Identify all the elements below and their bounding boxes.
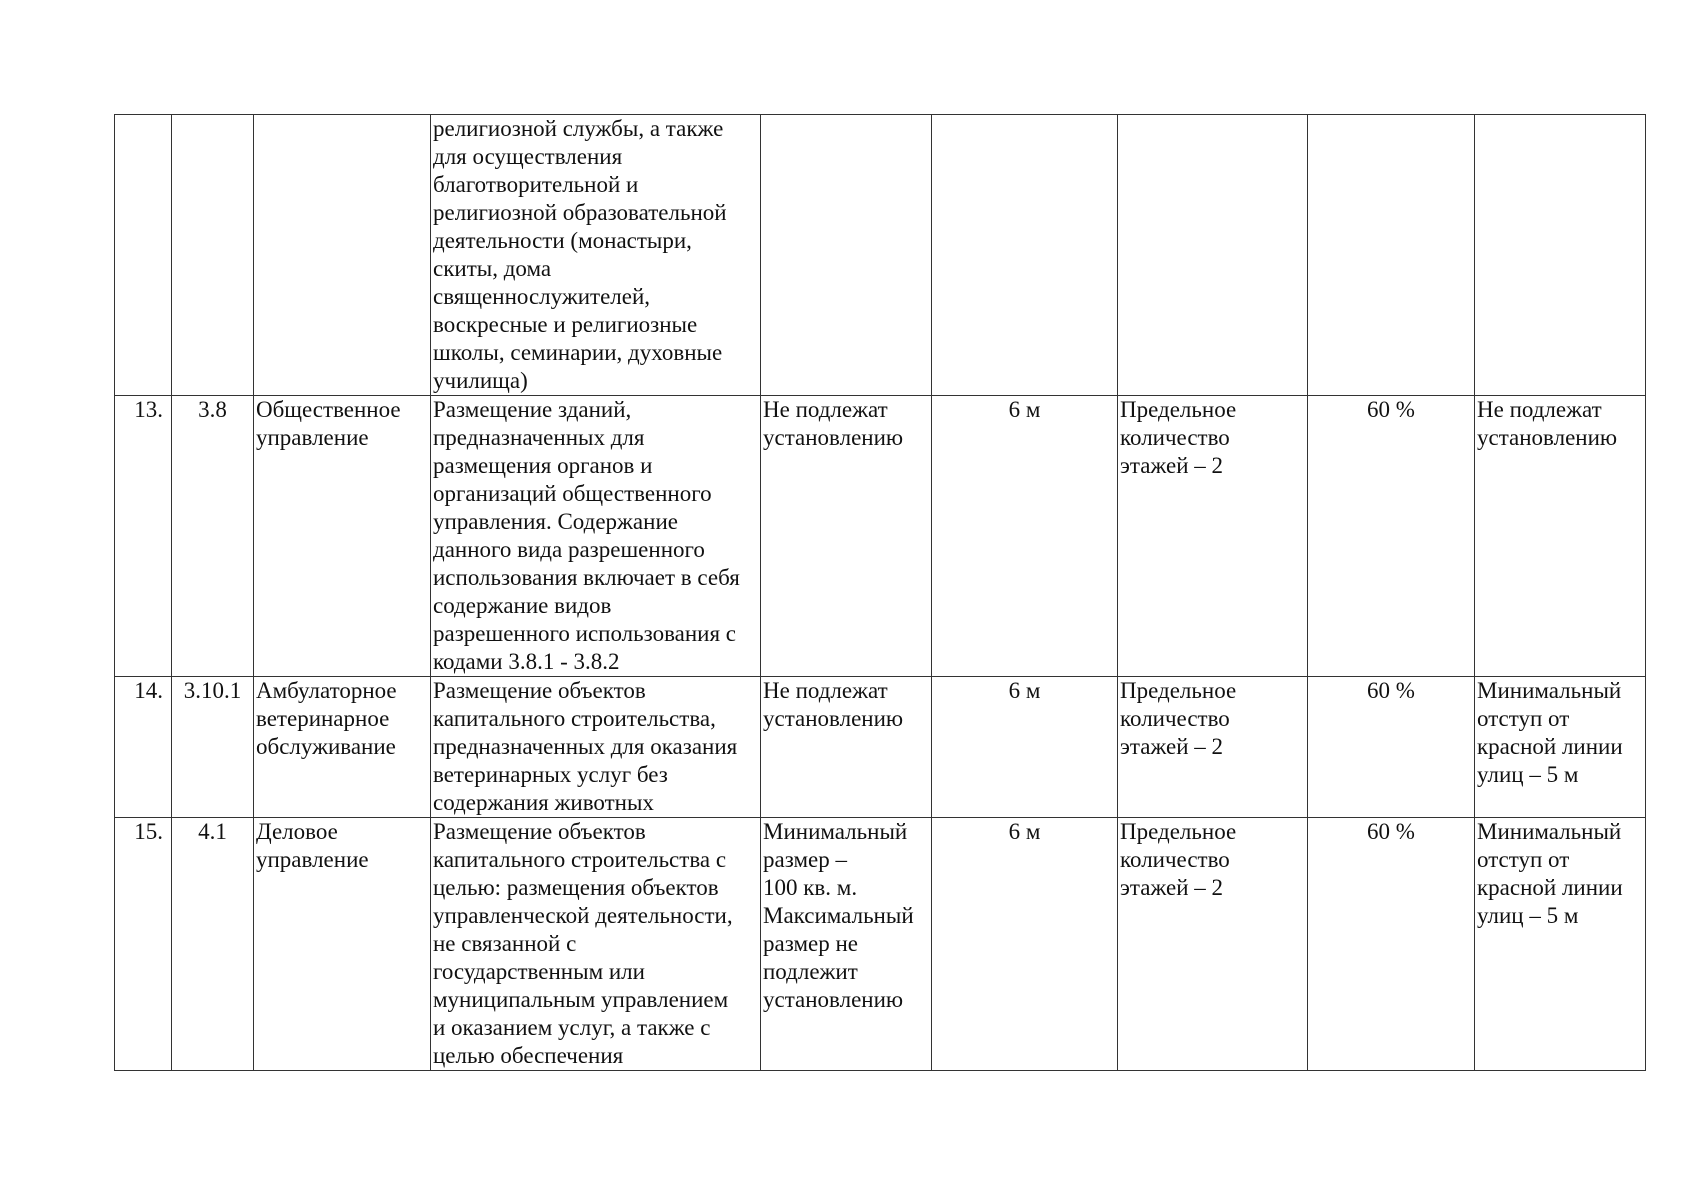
- use-description: Размещение объектов капитального строительства с целью: размещения объектов управленческой деятельности, не связанной с государственным или муниципальным управлением и оказанием услуг, а также с целью обеспечения: [431, 818, 761, 1071]
- other-restrictions: Минимальный отступ от красной линии улиц – 5 м: [1475, 818, 1646, 1071]
- use-name: Амбулаторное ветеринарное обслуживание: [254, 677, 431, 818]
- max-coverage: [1308, 115, 1475, 396]
- plot-size: [761, 115, 932, 396]
- use-code: 3.10.1: [172, 677, 254, 818]
- setback: [932, 115, 1118, 396]
- max-coverage: 60 %: [1308, 818, 1475, 1071]
- setback: 6 м: [932, 396, 1118, 677]
- other-restrictions: Не подлежат установлению: [1475, 396, 1646, 677]
- plot-size: Не подлежат установлению: [761, 396, 932, 677]
- land-use-table: [114, 114, 1646, 1071]
- row-number: 13.: [115, 396, 172, 677]
- table-row: [115, 677, 1646, 818]
- max-floors: Предельное количество этажей – 2: [1118, 396, 1308, 677]
- use-code: 3.8: [172, 396, 254, 677]
- setback: 6 м: [932, 677, 1118, 818]
- max-coverage: 60 %: [1308, 677, 1475, 818]
- max-floors: [1118, 115, 1308, 396]
- plot-size: Не подлежат установлению: [761, 677, 932, 818]
- max-floors: Предельное количество этажей – 2: [1118, 677, 1308, 818]
- table-row: [115, 396, 1646, 677]
- table-row: [115, 115, 1646, 396]
- plot-size: Минимальный размер – 100 кв. м. Максимальный размер не подлежит установлению: [761, 818, 932, 1071]
- other-restrictions: [1475, 115, 1646, 396]
- row-number: 14.: [115, 677, 172, 818]
- use-description: Размещение зданий, предназначенных для размещения органов и организаций общественного управления. Содержание данного вида разрешенного использования включает в себя содержание видов разрешенного использования с кодами 3.8.1 - 3.8.2: [431, 396, 761, 677]
- max-floors: Предельное количество этажей – 2: [1118, 818, 1308, 1071]
- other-restrictions: Минимальный отступ от красной линии улиц – 5 м: [1475, 677, 1646, 818]
- table-row: [115, 818, 1646, 1071]
- row-number: [115, 115, 172, 396]
- use-name: [254, 115, 431, 396]
- use-code: [172, 115, 254, 396]
- use-description: Размещение объектов капитального строительства, предназначенных для оказания ветеринарных услуг без содержания животных: [431, 677, 761, 818]
- use-name: Общественное управление: [254, 396, 431, 677]
- setback: 6 м: [932, 818, 1118, 1071]
- row-number: 15.: [115, 818, 172, 1071]
- use-description: религиозной службы, а также для осуществления благотворительной и религиозной образовательной деятельности (монастыри, скиты, дома священнослужителей, воскресные и религиозные школы, семинарии, духовные училища): [431, 115, 761, 396]
- use-name: Деловое управление: [254, 818, 431, 1071]
- use-code: 4.1: [172, 818, 254, 1071]
- max-coverage: 60 %: [1308, 396, 1475, 677]
